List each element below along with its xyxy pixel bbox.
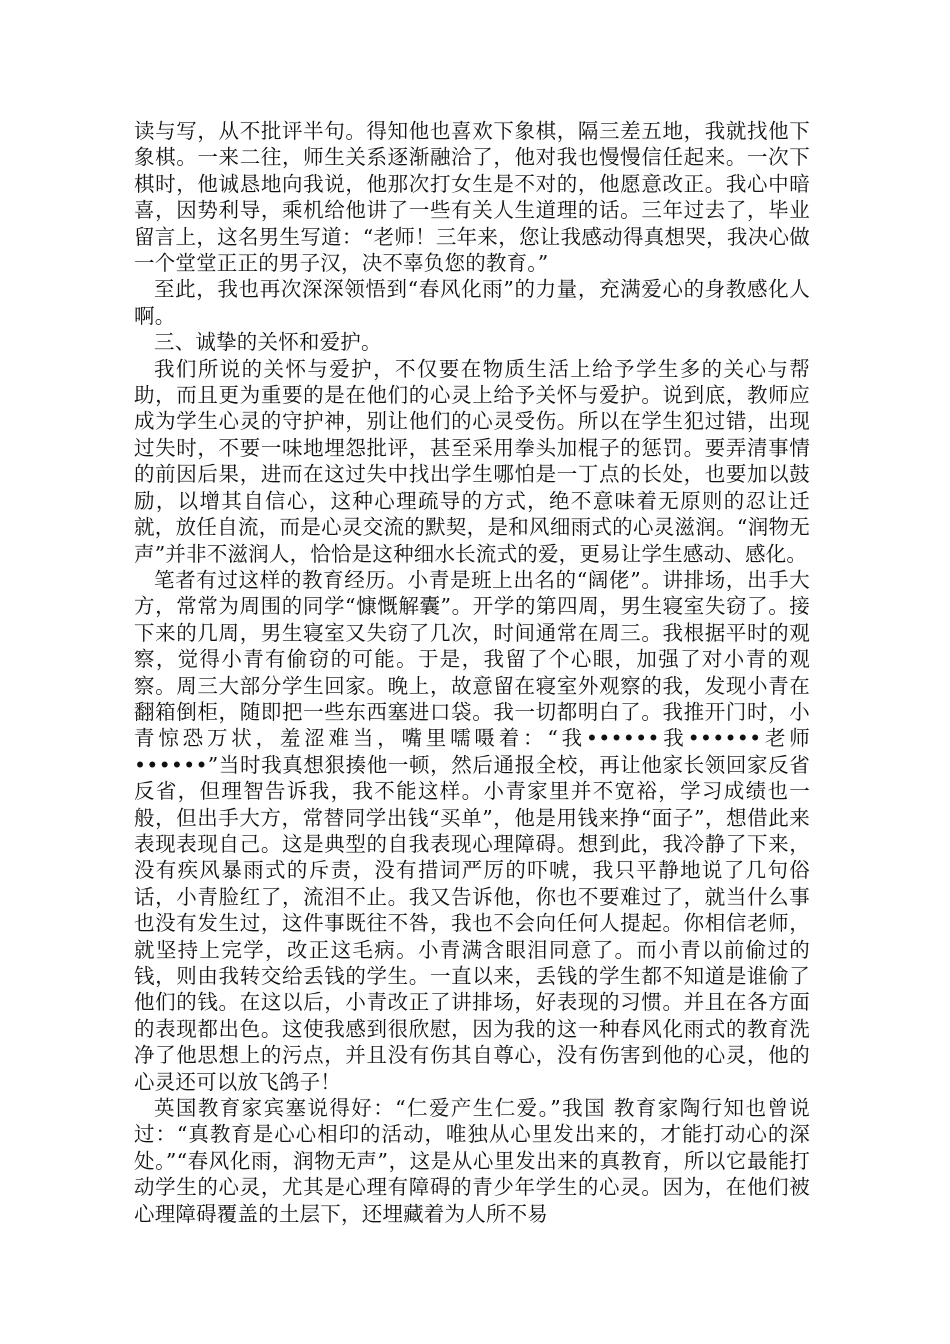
paragraph: 至此，我也再次深深领悟到“春风化雨”的力量，充满爱心的身教感化人啊。 <box>134 277 810 328</box>
paragraph: 读与写，从不批评半句。得知他也喜欢下象棋，隔三差五地，我就找他下象棋。一来二往，师生关系逐渐融洽了，他对我也慢慢信任起来。一次下棋时，他诚恳地向我说，他那次打女生是不对的，他愿意改正。我心中暗喜，因势利导，乘机给他讲了一些有关人生道理的话。三年过去了，毕业留言上，这名男生写道：“老师！三年来，您让我感动得真想哭，我决心做一个堂堂正正的男子汉，决不辜负您的教育。” <box>134 119 810 276</box>
document-body <box>134 118 810 1227</box>
section-heading: 三、诚挚的关怀和爱护。 <box>154 330 382 355</box>
paragraph: 英国教育家宾塞说得好：“仁爱产生仁爱。”我国 教育家陶行知也曾说过：“真教育是心心相印的活动，唯独从心里发出来的，才能打动心的深处。”“春风化雨，润物无声”，这是从心里发出来的真教育，所以它最能打动学生的心灵，尤其是心理有障碍的青少年学生的心灵。因为，在他们被心理障碍覆盖的土层下，还埋藏着为人所不易 <box>134 1096 810 1226</box>
paragraph: 笔者有过这样的教育经历。小青是班上出名的“阔佬”。讲排场，出手大方，常常为周围的同学“慷慨解囊”。开学的第四周，男生寝室失窃了。接下来的几周，男生寝室又失窃了几次，时间通常在周三。我根据平时的观察，觉得小青有偷窃的可能。于是，我留了个心眼，加强了对小青的观察。周三大部分学生回家。晚上，故意留在寝室外观察的我，发现小青在翻箱倒柜，随即把一些东西塞进口袋。我一切都明白了。我推开门时，小青惊恐万状，羞涩难当，嘴里嚅嗫着：“我••••••我••••••老师••••••”当时我真想狠揍他一顿，然后通报全校，再让他家长领回家反省反省，但理智告诉我，我不能这样。小青家里并不宽裕，学习成绩也一般，但出手大方，常替同学出钱“买单”，他是用钱来挣“面子”，想借此来表现表现自己。这是典型的自我表现心理障碍。想到此，我冷静了下来，没有疾风暴雨式的斥责，没有措词严厉的吓唬，我只平静地说了几句俗话，小青脸红了，流泪不止。我又告诉他，你也不要难过了，就当什么事也没有发生过，这件事既往不咎，我也不会向任何人提起。你相信老师，就坚持上完学，改正这毛病。小青满含眼泪同意了。而小青以前偷过的钱，则由我转交给丢钱的学生。一直以来，丢钱的学生都不知道是谁偷了他们的钱。在这以后，小青改正了讲排场，好表现的习惯。并且在各方面的表现都出色。这使我感到很欣慰，因为我的这一种春风化雨式的教育洗净了他思想上的污点，并且没有伤其自尊心，没有伤害到他的心灵，他的心灵还可以放飞鸽子！ <box>134 567 810 1094</box>
paragraph: 我们所说的关怀与爱护，不仅要在物质生活上给予学生多的关心与帮助，而且更为重要的是在他们的心灵上给予关怀与爱护。说到底，教师应成为学生心灵的守护神，别让他们的心灵受伤。所以在学生犯过错，出现过失时，不要一味地埋怨批评，甚至采用拳头加棍子的惩罚。要弄清事情的前因后果，进而在这过失中找出学生哪怕是一丁点的长处，也要加以鼓励，以增其自信心，这种心理疏导的方式，绝不意味着无原则的忍让迁就，放任自流，而是心灵交流的默契，是和风细雨式的心灵滋润。“润物无声”并非不滋润人，恰恰是这种细水长流式的爱，更易让学生感动、感化。 <box>134 356 810 566</box>
